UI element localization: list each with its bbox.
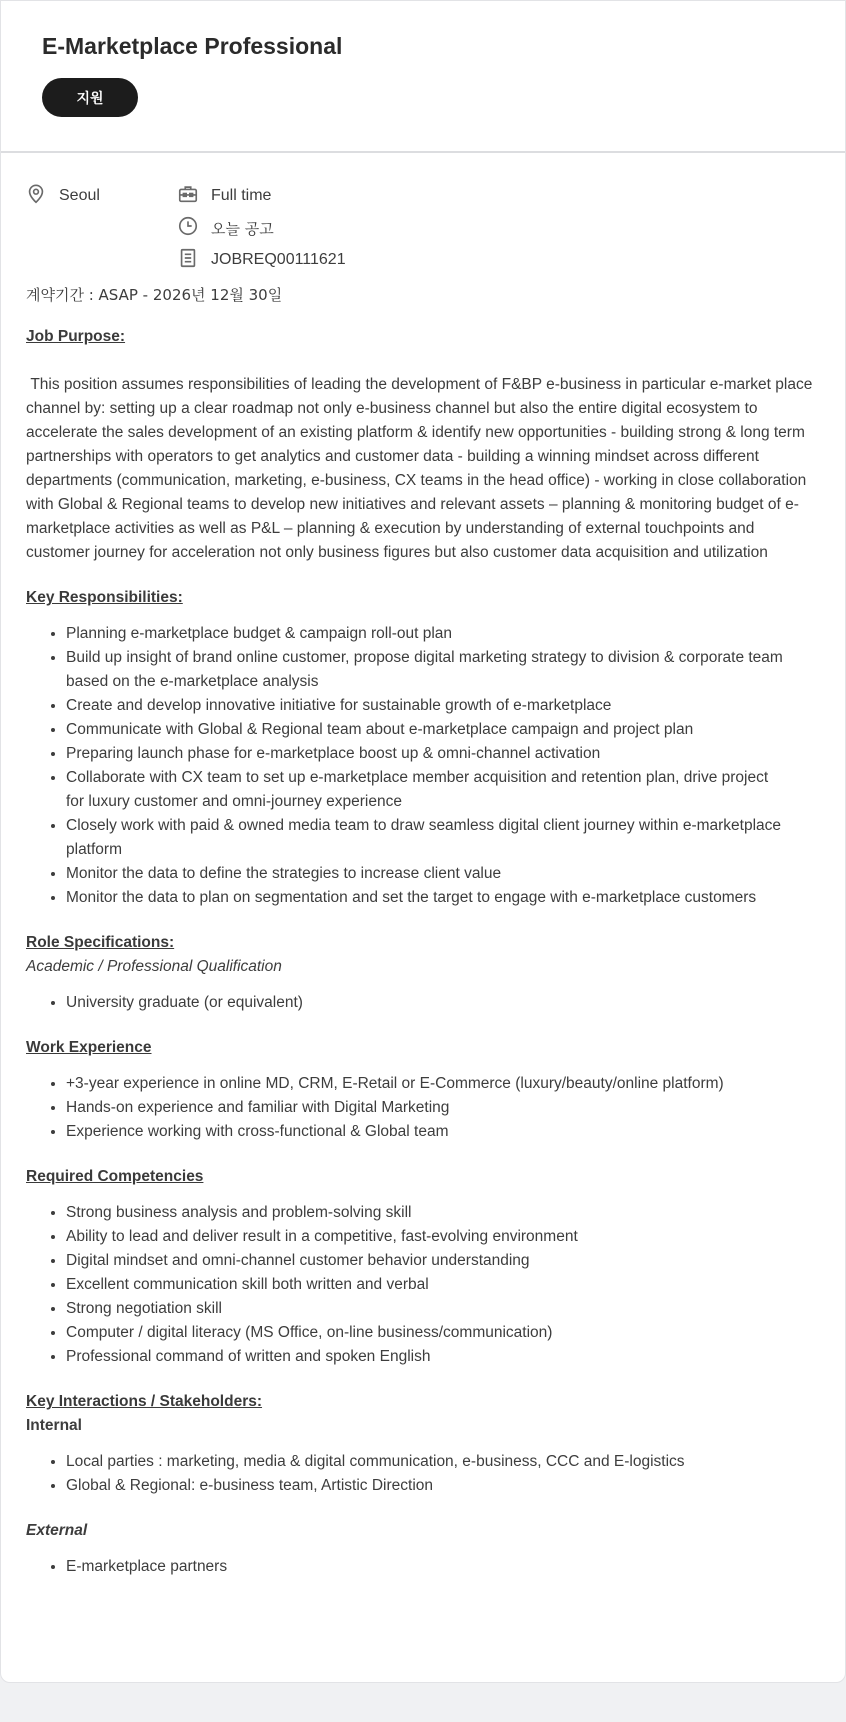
job-description	[1, 283, 845, 1579]
list-item: • Build up insight of brand online customer, propose digital marketing strategy to division & corporate team based on the e-marketplace analysis	[66, 646, 790, 694]
list-item: • Preparing launch phase for e-marketplace boost up & omni-channel activation	[66, 742, 790, 766]
list-item: • Monitor the data to define the strategies to increase client value	[66, 862, 790, 886]
list-item: • Ability to lead and deliver result in a competitive, fast-evolving environment	[66, 1225, 820, 1249]
employment-type-text: Full time	[211, 187, 272, 204]
list-item: • University graduate (or equivalent)	[66, 991, 820, 1015]
posted-text: 오늘 공고	[211, 219, 274, 238]
list-item: • Local parties : marketing, media & digital communication, e-business, CCC and E-logistics	[66, 1450, 820, 1474]
required-competencies-list	[26, 1201, 820, 1369]
location-text: Seoul	[59, 187, 100, 204]
posted-meta	[177, 216, 274, 240]
document-icon	[177, 247, 211, 274]
internal-stakeholders-list	[26, 1450, 820, 1498]
briefcase-icon	[177, 183, 211, 210]
external-stakeholders-list	[26, 1555, 820, 1579]
contract-period: 계약기간 : ASAP - 2026년 12월 30일	[26, 286, 283, 304]
work-experience-list	[26, 1072, 820, 1144]
key-responsibilities-list	[26, 622, 820, 910]
list-item: • Digital mindset and omni-channel customer behavior understanding	[66, 1249, 820, 1273]
job-title: E-Marketplace Professional	[42, 33, 343, 59]
list-item: • Computer / digital literacy (MS Office, on-line business/communication)	[66, 1321, 820, 1345]
list-item: • Strong negotiation skill	[66, 1297, 820, 1321]
job-id-meta	[177, 248, 346, 272]
role-specifications-heading: Role Specifications:	[26, 934, 175, 951]
work-experience-heading: Work Experience	[26, 1039, 152, 1056]
list-item: • Strong business analysis and problem-solving skill	[66, 1201, 820, 1225]
list-item: • Experience working with cross-functional & Global team	[66, 1120, 820, 1144]
job-purpose-text: This position assumes responsibilities of leading the development of F&BP e-business in particular e-market place channel by: setting up a clear roadmap not only e-business channel but also the entire digital ecosystem to accelerate the sales development of an existing platform & identify new opportunities - building strong & long term partnerships with operators to get analytics and customer data - building a winning mindset across different departments (communication, marketing, e-business, CX teams in the head office) - working in close collaboration with Global & Regional teams to develop new initiatives and relevant assets – planning & monitoring budget of e-marketplace activities as well as P&L – planning & execution by understanding of external touchpoints and customer journey for acceleration not only business figures but also customer data acquisition and utilization	[26, 376, 817, 561]
job-header	[1, 1, 845, 153]
key-interactions-heading: Key Interactions / Stakeholders:	[26, 1393, 263, 1410]
internal-subheading: Internal	[26, 1417, 82, 1434]
list-item: • Hands-on experience and familiar with Digital Marketing	[66, 1096, 820, 1120]
list-item: • Monitor the data to plan on segmentation and set the target to engage with e-marketplace customers	[66, 886, 790, 910]
list-item: • Global & Regional: e-business team, Artistic Direction	[66, 1474, 820, 1498]
required-competencies-heading: Required Competencies	[26, 1168, 204, 1185]
list-item: • +3-year experience in online MD, CRM, E-Retail or E-Commerce (luxury/beauty/online platform)	[66, 1072, 820, 1096]
list-item: • Create and develop innovative initiative for sustainable growth of e-marketplace	[66, 694, 790, 718]
list-item: • Professional command of written and spoken English	[66, 1345, 820, 1369]
employment-type-meta	[177, 184, 271, 208]
job-meta	[1, 153, 845, 283]
apply-button[interactable]: 지원	[42, 78, 138, 117]
clock-icon	[177, 215, 211, 242]
list-item: • Communicate with Global & Regional team about e-marketplace campaign and project plan	[66, 718, 790, 742]
list-item: • Closely work with paid & owned media team to draw seamless digital client journey within e-marketplace platform	[66, 814, 790, 862]
list-item: • Excellent communication skill both written and verbal	[66, 1273, 820, 1297]
location-meta	[25, 184, 100, 208]
job-purpose-heading: Job Purpose:	[26, 328, 126, 345]
external-subheading: External	[26, 1522, 88, 1539]
list-item: • Collaborate with CX team to set up e-marketplace member acquisition and retention plan, drive project for luxury customer and omni-journey experience	[66, 766, 790, 814]
location-pin-icon	[25, 183, 59, 210]
list-item: • E-marketplace partners	[66, 1555, 820, 1579]
qualification-subheading: Academic / Professional Qualification	[26, 958, 282, 975]
qualification-list	[26, 991, 820, 1015]
list-item: • Planning e-marketplace budget & campaign roll-out plan	[66, 622, 790, 646]
key-responsibilities-heading: Key Responsibilities:	[26, 589, 183, 606]
job-id-text: JOBREQ00111621	[211, 251, 346, 268]
